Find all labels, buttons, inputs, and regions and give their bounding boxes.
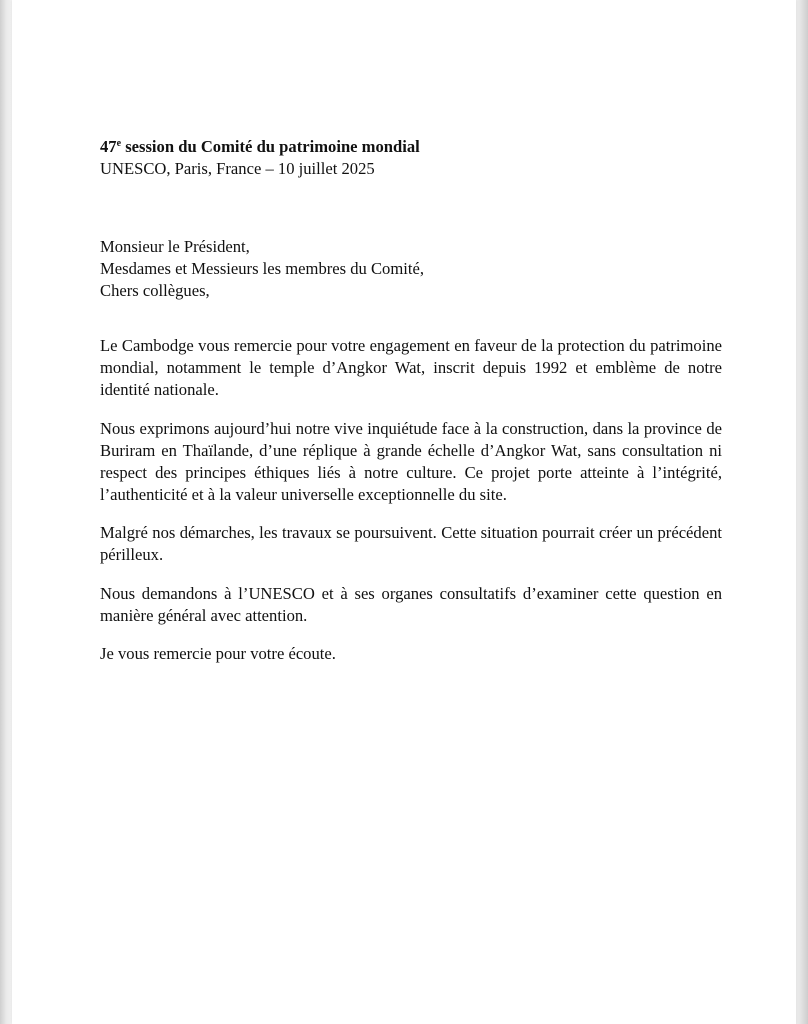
session-number-superscript: e	[116, 138, 122, 149]
salutation	[100, 236, 722, 302]
body-paragraph: Nous exprimons aujourd’hui notre vive inquiétude face à la construction, dans la province de Buriram en Thaïlande, d’une réplique à grande échelle d’Angkor Wat, sans consultation ni respect des principes éthiques liés à notre culture. Ce projet porte atteinte à l’intégrité, l’authenticité et à la valeur universelle exceptionnelle du site.	[100, 418, 722, 504]
location-date: UNESCO, Paris, France – 10 juillet 2025	[100, 159, 375, 178]
body-paragraph: Nous demandons à l’UNESCO et à ses organes consultatifs d’examiner cette question en manière général avec attention.	[100, 583, 722, 625]
document-page	[12, 0, 796, 1024]
session-title: session du Comité du patrimoine mondial	[121, 137, 420, 156]
salutation-line: Chers collègues,	[100, 281, 210, 300]
letter-content	[100, 136, 722, 682]
salutation-line: Monsieur le Président,	[100, 237, 250, 256]
session-heading	[100, 136, 722, 158]
salutation-line: Mesdames et Messieurs les membres du Comité,	[100, 259, 424, 278]
closing-paragraph: Je vous remercie pour votre écoute.	[100, 644, 336, 664]
session-number: 47	[100, 137, 117, 156]
body-paragraph: Le Cambodge vous remercie pour votre engagement en faveur de la protection du patrimoine mondial, notamment le temple d’Angkor Wat, inscrit depuis 1992 et emblème de notre identité nationale.	[100, 336, 722, 399]
body-paragraph: Malgré nos démarches, les travaux se poursuivent. Cette situation pourrait créer un précédent périlleux.	[100, 523, 722, 565]
